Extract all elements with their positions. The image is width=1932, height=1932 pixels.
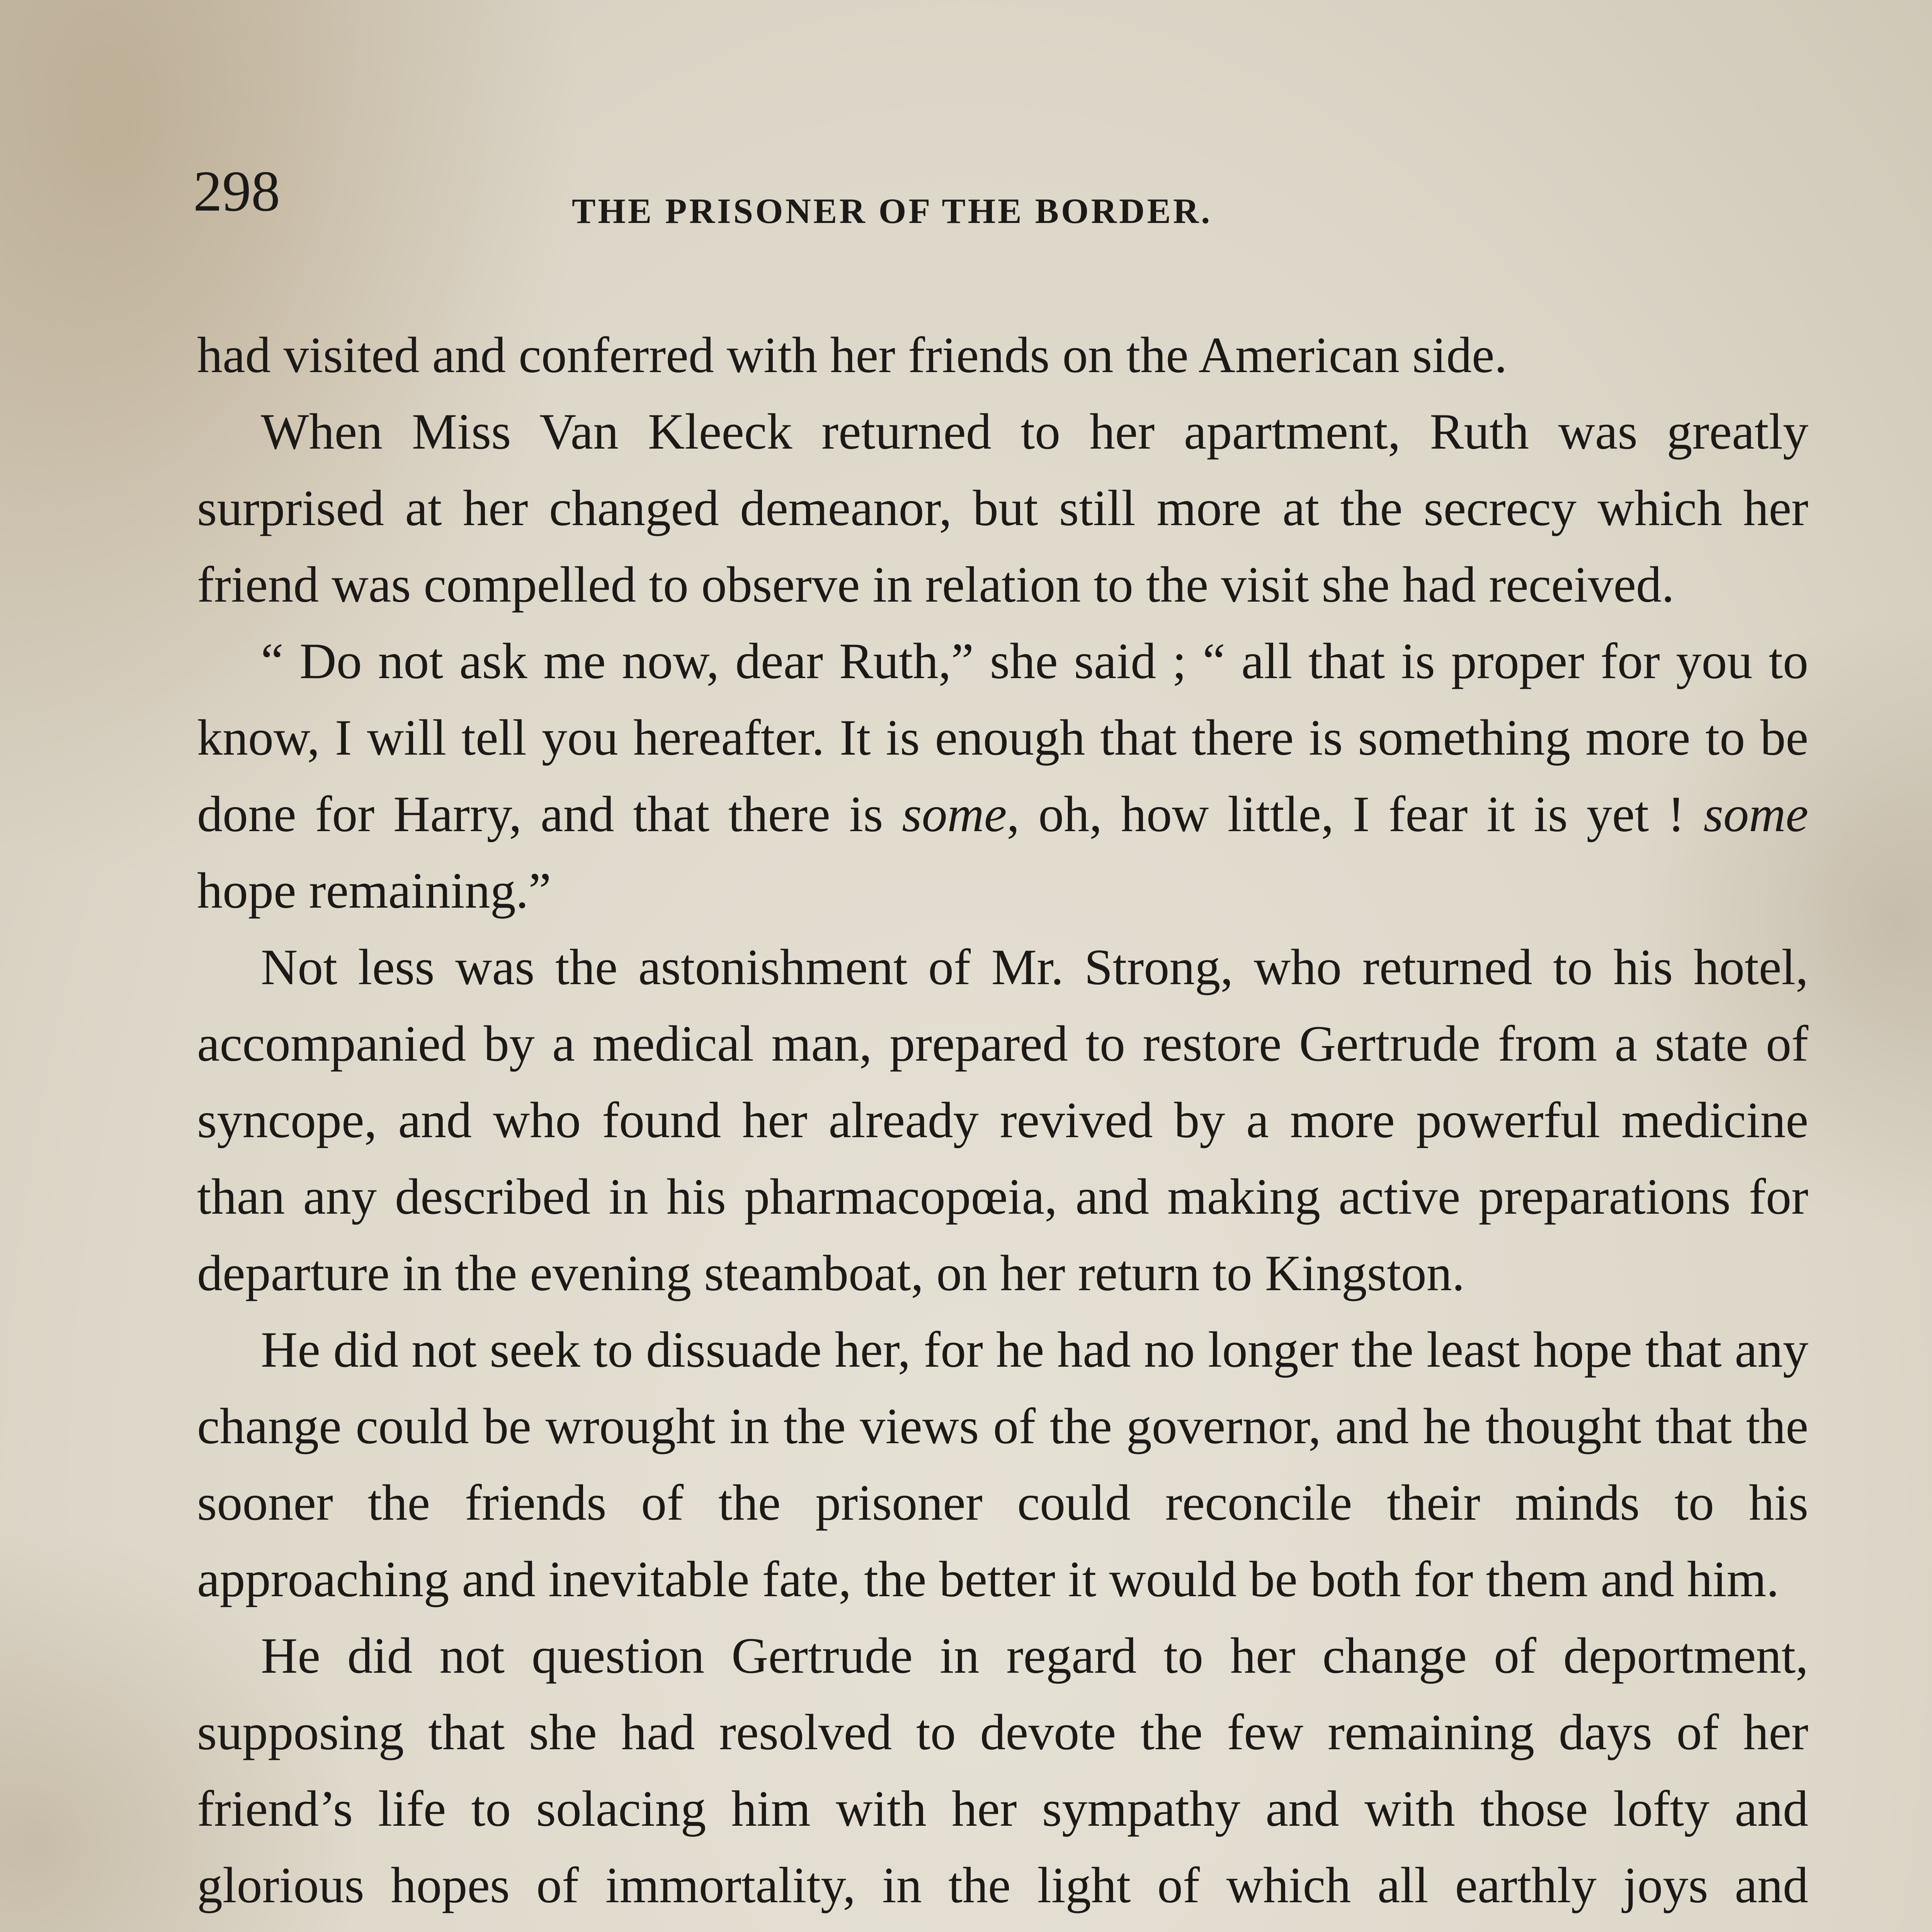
paragraph-3-text-a: “ Do not ask me now, dear Ruth,” she said ; “ all that is proper for you to know, I will tell you hereafter. It is enough that there is something more to be done for Harry, and that there is [197,633,1808,842]
paragraph-6: He did not question Gertrude in regard to her change of deportment, supposing that she had resolved to devote the few remaining days of her friend’s life to solacing him with her sympathy and with those lofty and glorious hopes of immortality, in the light of which all earthly joys and [197,1627,1808,1913]
paragraph-4: Not less was the astonishment of Mr. Strong, who returned to his hotel, accompanied by a medical man, prepared to restore Gertrude from a state of syncope, and who found her already revived by a more powerful medicine than any described in his pharmacopœia, and making active preparations for departure in the evening steamboat, on her return to Kingston. [197,939,1808,1301]
emphasis-some-1: some [902,786,1007,842]
paragraph-3-text-c: hope remaining.” [197,862,551,919]
page-number: 298 [193,159,280,223]
body-text [197,317,1808,1932]
paragraph-3-text-b: , oh, how little, I fear it is yet ! [1007,786,1704,842]
paragraph-3 [197,623,1808,929]
paragraph-1: had visited and conferred with her friends on the American side. [197,327,1507,383]
emphasis-some-2: some [1703,786,1808,842]
running-head: THE PRISONER OF THE BORDER. [572,191,1213,231]
paragraph-5: He did not seek to dissuade her, for he had no longer the least hope that any change could be wrought in the views of the governor, and he thought that the sooner the friends of the prisoner could reconcile their minds to his approaching and inevitable fate, the better it would be both for them and him. [197,1321,1808,1607]
paragraph-2: When Miss Van Kleeck returned to her apartment, Ruth was greatly surprised at her changed demeanor, but still more at the secrecy which her friend was compelled to observe in relation to the visit she had received. [197,403,1808,613]
